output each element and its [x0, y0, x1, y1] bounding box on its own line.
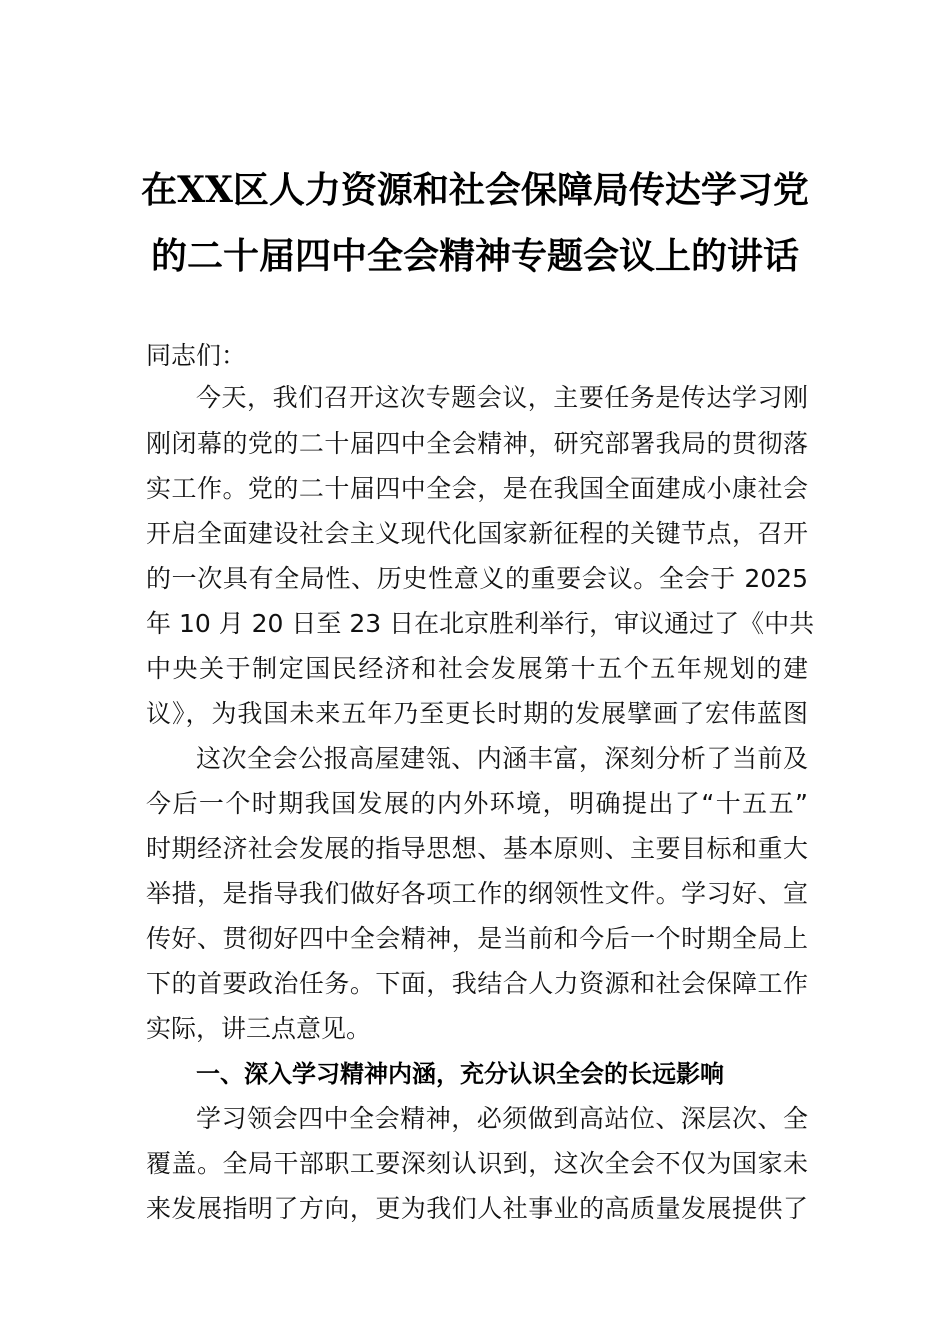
paragraph-line: 时期经济社会发展的指导思想、基本原则、主要目标和重大: [146, 834, 808, 863]
paragraph-line: 学习领会四中全会精神，必须做到高站位、深层次、全: [196, 1104, 808, 1133]
paragraph-line: 实工作。党的二十届四中全会，是在我国全面建成小康社会: [146, 474, 808, 503]
paragraph-line: 今后一个时期我国发展的内外环境，明确提出了“十五五”: [146, 789, 808, 818]
paragraph-line: 的一次具有全局性、历史性意义的重要会议。全会于 2025: [146, 564, 808, 593]
document-title-line-2: 的二十届四中全会精神专题会议上的讲话: [150, 235, 799, 277]
section-heading-1: 一、深入学习精神内涵，充分认识全会的长远影响: [196, 1060, 724, 1088]
paragraph-line: 这次全会公报高屋建瓴、内涵丰富，深刻分析了当前及: [196, 744, 808, 773]
paragraph-line: 今天，我们召开这次专题会议，主要任务是传达学习刚: [196, 383, 808, 412]
paragraph-line: 下的首要政治任务。下面，我结合人力资源和社会保障工作: [146, 969, 808, 998]
paragraph-line: 中央关于制定国民经济和社会发展第十五个五年规划的建: [146, 654, 808, 683]
paragraph-line: 开启全面建设社会主义现代化国家新征程的关键节点，召开: [146, 519, 808, 548]
paragraph-line: 覆盖。全局干部职工要深刻认识到，这次全会不仅为国家未: [146, 1149, 808, 1178]
paragraph-line: 年 10 月 20 日至 23 日在北京胜利举行，审议通过了《中共: [146, 609, 815, 638]
paragraph-line: 来发展指明了方向，更为我们人社事业的高质量发展提供了: [146, 1194, 808, 1223]
paragraph-line: 刚闭幕的党的二十届四中全会精神，研究部署我局的贯彻落: [146, 429, 808, 458]
paragraph-line: 传好、贯彻好四中全会精神，是当前和今后一个时期全局上: [146, 924, 808, 953]
paragraph-line: 实际，讲三点意见。: [146, 1014, 372, 1043]
paragraph-line: 举措，是指导我们做好各项工作的纲领性文件。学习好、宣: [146, 879, 808, 908]
document-title-line-1: 在XX区人力资源和社会保障局传达学习党: [141, 169, 809, 211]
salutation: 同志们：: [146, 341, 247, 370]
paragraph-line: 议》，为我国未来五年乃至更长时期的发展擘画了宏伟蓝图: [146, 699, 808, 728]
